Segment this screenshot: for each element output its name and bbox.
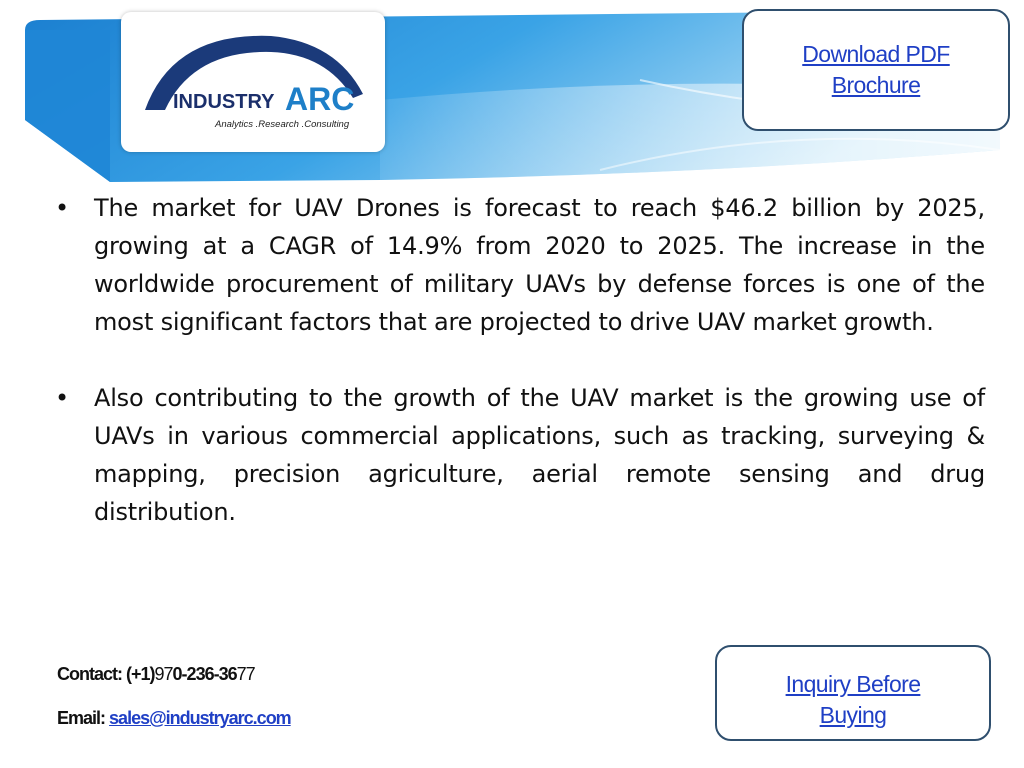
- inquiry-box: [715, 645, 991, 741]
- contact-label: Contact: (+1): [57, 664, 155, 684]
- contact-number-part3: 77: [236, 664, 255, 684]
- inquiry-link[interactable]: [717, 647, 989, 731]
- email-label: Email:: [57, 708, 106, 728]
- logo-arc-icon: [121, 12, 385, 152]
- inquiry-line1: Inquiry Before: [785, 671, 921, 697]
- email-info: [57, 708, 291, 729]
- bullet-icon: •: [55, 194, 69, 222]
- company-logo: [121, 12, 385, 152]
- bullet-item-commercial-use: [50, 379, 985, 531]
- download-pdf-box: [742, 9, 1010, 131]
- bullet-item-market-forecast: [50, 189, 985, 341]
- email-link[interactable]: sales@industryarc.com: [109, 708, 291, 728]
- bullet-text: The market for UAV Drones is forecast to reach $46.2 billion by 2025, growing at a CAGR of 14.9% from 2020 to 2025. The increase in the worldwide procurement of military UAVs by defense forces is one of the most significant factors that are projected to drive UAV market growth.: [94, 194, 985, 336]
- bullet-icon: •: [55, 384, 69, 412]
- main-content: [50, 189, 985, 531]
- logo-tagline: Analytics .Research .Consulting: [215, 119, 350, 130]
- bullet-text: Also contributing to the growth of the UAV market is the growing use of UAVs in various commercial applications, such as tracking, surveying & mapping, precision agriculture, aerial remote sensing and drug distribution.: [94, 384, 985, 526]
- download-pdf-line2: Brochure: [831, 72, 921, 98]
- contact-info: [57, 664, 255, 685]
- download-pdf-link[interactable]: [744, 11, 1008, 101]
- contact-number-part2: 0-236-36: [172, 664, 237, 684]
- inquiry-line2: Buying: [819, 702, 887, 728]
- logo-brand-text2: ARC: [285, 81, 355, 117]
- download-pdf-line1: Download PDF: [802, 41, 950, 67]
- contact-number-part1: 97: [154, 664, 173, 684]
- logo-brand-text1: INDUSTRY: [173, 91, 275, 113]
